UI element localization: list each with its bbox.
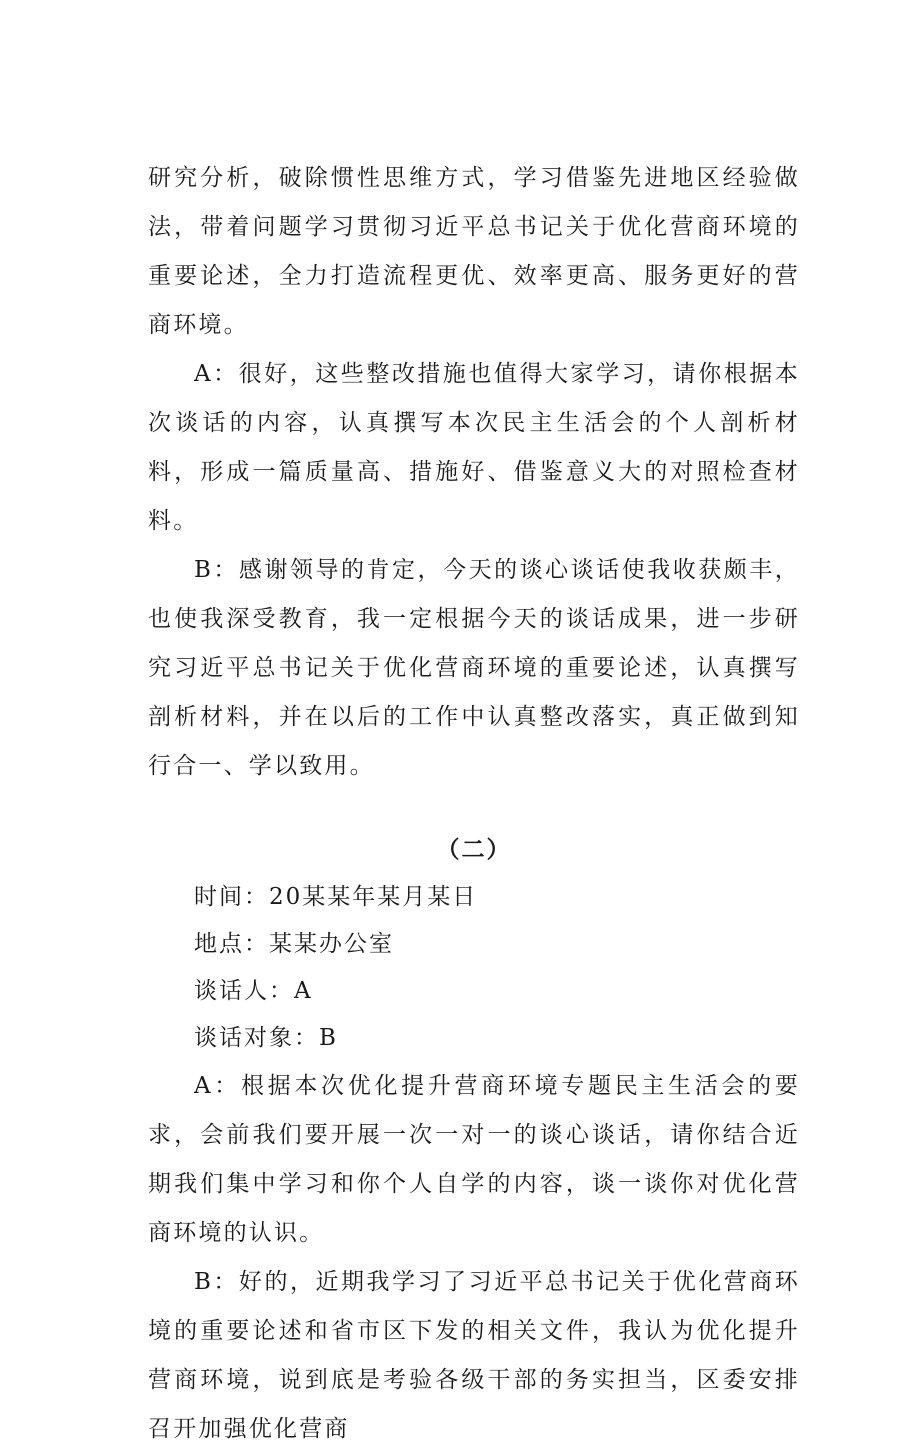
meta-speaker: 谈话人：A [194, 978, 313, 1004]
document-page [148, 154, 800, 1454]
paragraph-b-response: B：感谢领导的肯定，今天的谈心谈话使我收获颇丰，也使我深受教育，我一定根据今天的谈话成果，进一步研究习近平总书记关于优化营商环境的重要论述，认真撰写剖析材料，并在以后的工作中认真整改落实，真正做到知行合一、学以致用。 [148, 557, 800, 779]
section-title: （二） [436, 836, 512, 863]
continued-paragraph: 研究分析，破除惯性思维方式，学习借鉴先进地区经验做法，带着问题学习贯彻习近平总书记关于优化营商环境的重要论述，全力打造流程更优、效率更高、服务更好的营商环境。 [148, 165, 800, 338]
meta-time: 时间：20某某年某月某日 [194, 884, 478, 910]
paragraph-a-response: A：很好，这些整改措施也值得大家学习，请你根据本次谈话的内容，认真撰写本次民主生活会的个人剖析材料，形成一篇质量高、措施好、借鉴意义大的对照检查材料。 [148, 361, 800, 534]
paragraph-b-answer: B：好的，近期我学习了习近平总书记关于优化营商环境的重要论述和省市区下发的相关文件，我认为优化提升营商环境，说到底是考验各级干部的务实担当，区委安排召开加强优化营商 [148, 1269, 800, 1442]
paragraph-a-question: A：根据本次优化提升营商环境专题民主生活会的要求，会前我们要开展一次一对一的谈心谈话，请你结合近期我们集中学习和你个人自学的内容，谈一谈你对优化营商环境的认识。 [148, 1073, 800, 1246]
meta-place: 地点：某某办公室 [194, 931, 394, 957]
meta-target: 谈话对象：B [194, 1025, 338, 1051]
